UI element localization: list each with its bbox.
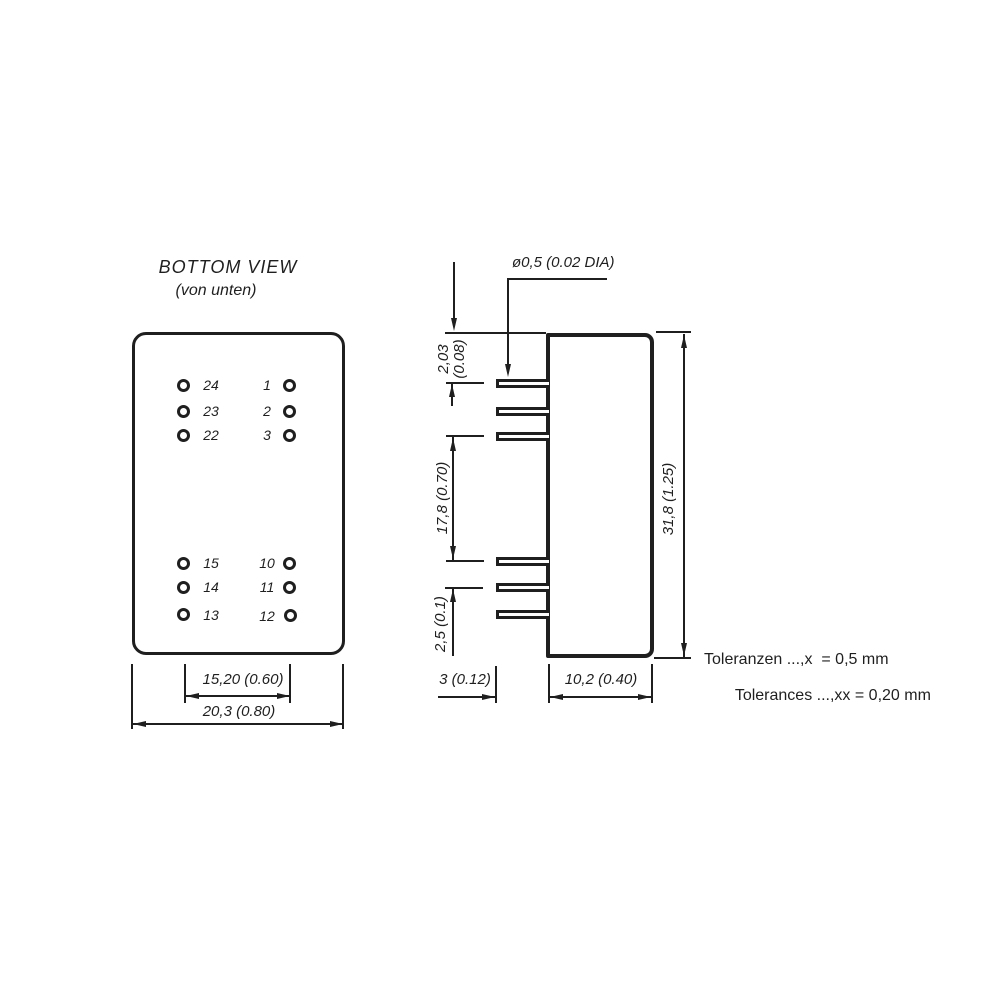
pin-hole-10 — [283, 557, 296, 570]
pin-number: 11 — [259, 579, 275, 595]
dim-arrow-up — [450, 438, 456, 451]
dim-line — [453, 262, 455, 319]
pin-hole-14 — [177, 581, 190, 594]
tolerance-note — [704, 651, 931, 705]
dim-arrow-up — [681, 335, 687, 348]
dim-arrow-right — [330, 721, 343, 727]
side-view-pin-5 — [496, 583, 549, 592]
leader-line — [507, 278, 509, 368]
dim-arrow-down — [450, 546, 456, 559]
side-view-pin-3 — [496, 432, 549, 441]
side-view-outline — [546, 333, 654, 658]
side-view-pin-6 — [496, 610, 549, 619]
dim-arrow-left — [133, 721, 146, 727]
dim-arrow-up — [449, 384, 455, 397]
dim-line — [683, 334, 685, 657]
dim-label-pin-span: 15,20 (0.60) — [202, 671, 284, 688]
dim-arrow-down — [451, 318, 457, 331]
pin-number: 2 — [263, 403, 271, 419]
leader-line — [508, 278, 607, 280]
dim-arrow-left — [186, 693, 199, 699]
tolerance-line-en: Tolerances ...,xx = 0,20 mm — [734, 687, 931, 704]
side-view-pin-2 — [496, 407, 549, 416]
dim-label-body-width: 20,3 (0.80) — [202, 703, 276, 720]
pin-hole-24 — [177, 379, 190, 392]
pin-hole-2 — [283, 405, 296, 418]
tolerance-line-de: Toleranzen ...,x = 0,5 mm — [704, 651, 889, 668]
dim-line — [186, 695, 290, 697]
dim-arrow-right — [638, 694, 651, 700]
dim-extension-line — [446, 560, 484, 562]
dim-label-pin-length: 3 (0.12) — [439, 671, 491, 688]
dim-extension-line — [654, 657, 691, 659]
dim-arrow-left — [550, 694, 563, 700]
pin-hole-12 — [284, 609, 297, 622]
dim-label-pin-offset: 2,03 (0.08) — [435, 339, 468, 379]
side-view-pin-4 — [496, 557, 549, 566]
pin-hole-13 — [177, 608, 190, 621]
pin-number: 1 — [263, 377, 271, 393]
dim-label-body-height: 31,8 (1.25) — [660, 462, 677, 536]
pin-number: 10 — [259, 555, 275, 571]
dim-line — [550, 696, 651, 698]
pin-hole-11 — [283, 581, 296, 594]
pin-hole-15 — [177, 557, 190, 570]
pin-number: 13 — [203, 607, 219, 623]
dim-extension-line — [445, 332, 546, 334]
dim-arrow-right — [277, 693, 290, 699]
dim-arrow-up — [450, 589, 456, 602]
pin-hole-3 — [283, 429, 296, 442]
pin-number: 23 — [203, 403, 219, 419]
pin-number: 22 — [203, 427, 219, 443]
side-view-pin-1 — [496, 379, 549, 388]
pin-number: 15 — [203, 555, 219, 571]
dim-extension-line — [342, 664, 344, 729]
dim-label-pin-pitch: 2,5 (0.1) — [432, 596, 449, 652]
pin-hole-23 — [177, 405, 190, 418]
dim-line — [452, 437, 454, 560]
bottom-view-subtitle: (von unten) — [175, 282, 257, 299]
dim-label-pin-diameter: ø0,5 (0.02 DIA) — [512, 254, 615, 271]
dim-extension-line — [656, 331, 691, 333]
dim-arrow-right — [482, 694, 495, 700]
dim-extension-line — [495, 666, 497, 703]
dim-arrow-down — [681, 643, 687, 656]
pin-number: 14 — [203, 579, 219, 595]
bottom-view-title: BOTTOM VIEW — [158, 257, 298, 277]
dim-label-body-depth: 10,2 (0.40) — [564, 671, 638, 688]
dim-extension-line — [131, 664, 133, 729]
dim-line — [133, 723, 343, 725]
pin-hole-22 — [177, 429, 190, 442]
bottom-view-outline — [132, 332, 345, 655]
dim-extension-line — [651, 664, 653, 703]
pin-number: 24 — [203, 377, 219, 393]
pin-hole-1 — [283, 379, 296, 392]
leader-arrow — [505, 364, 511, 377]
dim-label-pin-group-gap: 17,8 (0.70) — [434, 461, 451, 535]
pin-number: 12 — [259, 608, 275, 624]
pin-number: 3 — [263, 427, 271, 443]
